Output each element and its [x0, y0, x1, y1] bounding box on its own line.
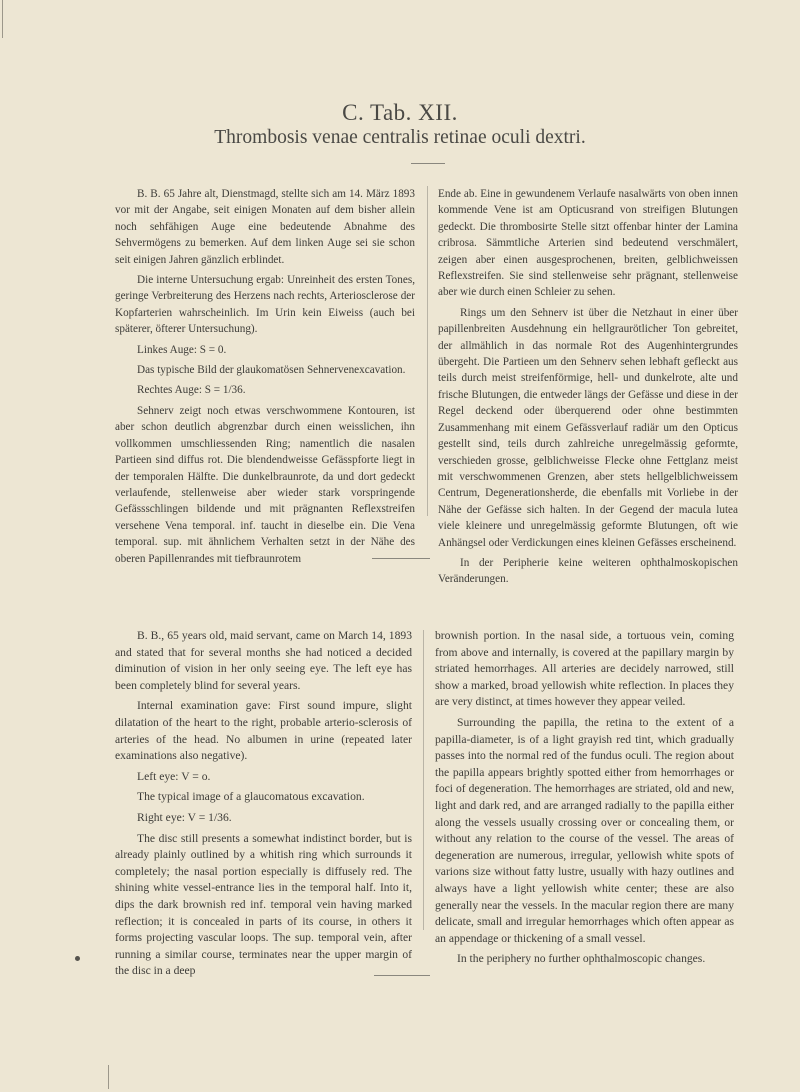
english-left-column: [115, 628, 412, 984]
german-left-column: [115, 186, 415, 571]
german-paragraph: Das typische Bild der glaukomatösen Sehnervenexcavation.: [137, 364, 406, 377]
bottom-rule: [374, 975, 430, 976]
english-paragraph: B. B., 65 years old, maid servant, came on March 14, 1893 and stated that for several months she had noticed a decided diminution of vision in her only seeing eye. The left eye has been completely blind for several years.: [115, 629, 412, 692]
german-paragraph: Ende ab. Eine in gewundenem Verlaufe nasalwärts von oben innen kommende Vene ist am Opticusrand von streifigen Blutungen gedeckt. Die thrombosirte Stelle sitzt offenbar hinter der Lamina cribrosa. Sämmtliche Arterien sind bedeutend verschmälert, zeigen aber einen ausgesprochenen, breiten, gelblichweissen Reflexstreifen. Sie sind stellenweise sehr prägnant, stellenweise aber wie durch einen Schleier zu sehen.: [438, 188, 738, 299]
english-paragraph: The disc still presents a somewhat indistinct border, but is already plainly outlined by a whitish ring which surrounds it completely; the nasal portion especially is diffusely red. The shining white vessel-entrance lies in the temporal half. Into it, dips the dark brownish red inf. temporal vein having marked reflection; it is concealed in parts of its course, in others it forms projecting vascular loops. The sup. temporal vein, after running a similar course, terminates near the upper margin of the disc in a deep: [115, 831, 412, 978]
german-paragraph: In der Peripherie keine weiteren ophthalmoskopischen Veränderungen.: [438, 556, 738, 586]
column-divider: [423, 630, 424, 930]
english-paragraph: Left eye: V = o.: [137, 769, 211, 783]
column-divider: [427, 186, 428, 516]
english-paragraph: Internal examination gave: First sound impure, slight dilatation of the heart to the right, probable arterio-sclerosis of arteries of the head. No albumen in urine (repeated later examinations also negative).: [115, 699, 412, 763]
german-paragraph: Rings um den Sehnerv ist über die Netzhaut in einer über papillenbreiten Ausdehnung ein hellgraurötlicher Ton gebreitet, der allmählich in das normale Rot des Augenhintergrundes übergeht. Die Partieen um den Sehnerv sehen lebhaft gefleckt aus teils durch meist streifenförmige, hell- und dunkelrote, alte und frische Blutungen, die entweder längs der Gefässe und diese in der Regel deckend oder überquerend oder ohne bestimmten Zusammenhang mit einem Gefässverlauf radiär um den Opticus gestellt sind, teils durch zahlreiche unregelmässig geformte, verschieden grosse, gelblichweisse Flecke ohne Fettglanz meist mit verschwommenen Grenzen, aber stets hellgelblichweissem Centrum, Degenerationsherde, die ebenfalls mit Vorliebe in der Nähe der Gefässe sich halten. In der Gegend der macula lutea viele kleinere und unregelmässig geformte Blutungen, oft wie Anhängsel oder Verdickungen eines kleinen Gefässes erscheinend.: [438, 306, 738, 549]
english-paragraph: In the periphery no further ophthalmoscopic changes.: [457, 952, 706, 966]
edge-mark: [108, 1065, 109, 1089]
edge-mark: [2, 0, 3, 38]
section-rule: [372, 558, 430, 559]
german-paragraph: Linkes Auge: S = 0.: [137, 343, 227, 356]
english-right-column: [435, 628, 734, 972]
english-paragraph: brownish portion. In the nasal side, a tortuous vein, coming from above and internally, is covered at the papillary margin by striated hemorrhages. All arteries are decidely narrowed, still show a marked, broad yellowish white reflection. In places they are very distinct, at times however they appear veiled.: [435, 629, 734, 709]
english-paragraph: The typical image of a glaucomatous excavation.: [137, 790, 365, 804]
german-paragraph: Sehnerv zeigt noch etwas verschwommene Kontouren, ist aber schon deutlich abgrenzbar durch einen weisslichen, ihn vollkommen umschliessenden Ring; namentlich die nasalen Partieen sind diffus rot. Die blendendweisse Gefässpforte liegt in der temporalen Hälfte. Die dunkelbraunrote, da und dort gedeckt verlaufende, stellenweise aber wieder stark vorspringende Gefässschlingen bildende und mit prägnanten Reflexstreifen versehene Vena temporal. inf. taucht in dieselbe ein. Die Vena temporal. sup. mit ähnlichem Verhalten setzt in der Nähe des oberen Papillenrandes mit tiefbraunrotem: [115, 404, 415, 565]
english-paragraph: Surrounding the papilla, the retina to the extent of a papilla-diameter, is of a light grayish red tint, which gradually passes into the normal red of the fundus oculi. The region about the papilla appears brightly spotted either from hemorrhages or foci of degeneration. The hemorrhages are striated, old and new, light and dark red, and are arranged radially to the papilla either along the vessels usually crossing over or concealing them, or without any relation to the course of the vessel. The areas of degeneration are numerous, irregular, yellowish white spots of varions size without fatty lustre, usually with hazy outlines and always have a light yellowish white center; these are also generally near the vessels. In the macular region there are many delicate, small and irregular hemorrhages which often appear as an appendage or thickening of a small vessel.: [435, 715, 734, 945]
stain-dot: [75, 956, 80, 961]
english-paragraph: Right eye: V = 1/36.: [137, 810, 232, 824]
german-paragraph: Rechtes Auge: S = 1/36.: [137, 384, 246, 397]
plate-subtitle: Thrombosis venae centralis retinae oculi dextri.: [214, 127, 586, 148]
title-rule: [411, 163, 445, 164]
plate-title: C. Tab. XII.: [342, 100, 458, 125]
german-right-column: [438, 186, 738, 592]
german-paragraph: B. B. 65 Jahre alt, Dienstmagd, stellte sich am 14. März 1893 vor mit der Angabe, seit einigen Monaten auf dem bisher allein noch sehfähigen Auge eine bedeutende Abnahme des Sehvermögens zu bemerken. Auf dem linken Auge sei sie schon seit einigen Jahren gänzlich erblindet.: [115, 188, 415, 266]
german-paragraph: Die interne Untersuchung ergab: Unreinheit des ersten Tones, geringe Verbreiterung des Herzens nach rechts, Arteriosclerose der Kopfarterien wahrscheinlich. Im Urin kein Eiweiss (auch bei späterer, öfterer Untersuchung).: [115, 274, 415, 336]
